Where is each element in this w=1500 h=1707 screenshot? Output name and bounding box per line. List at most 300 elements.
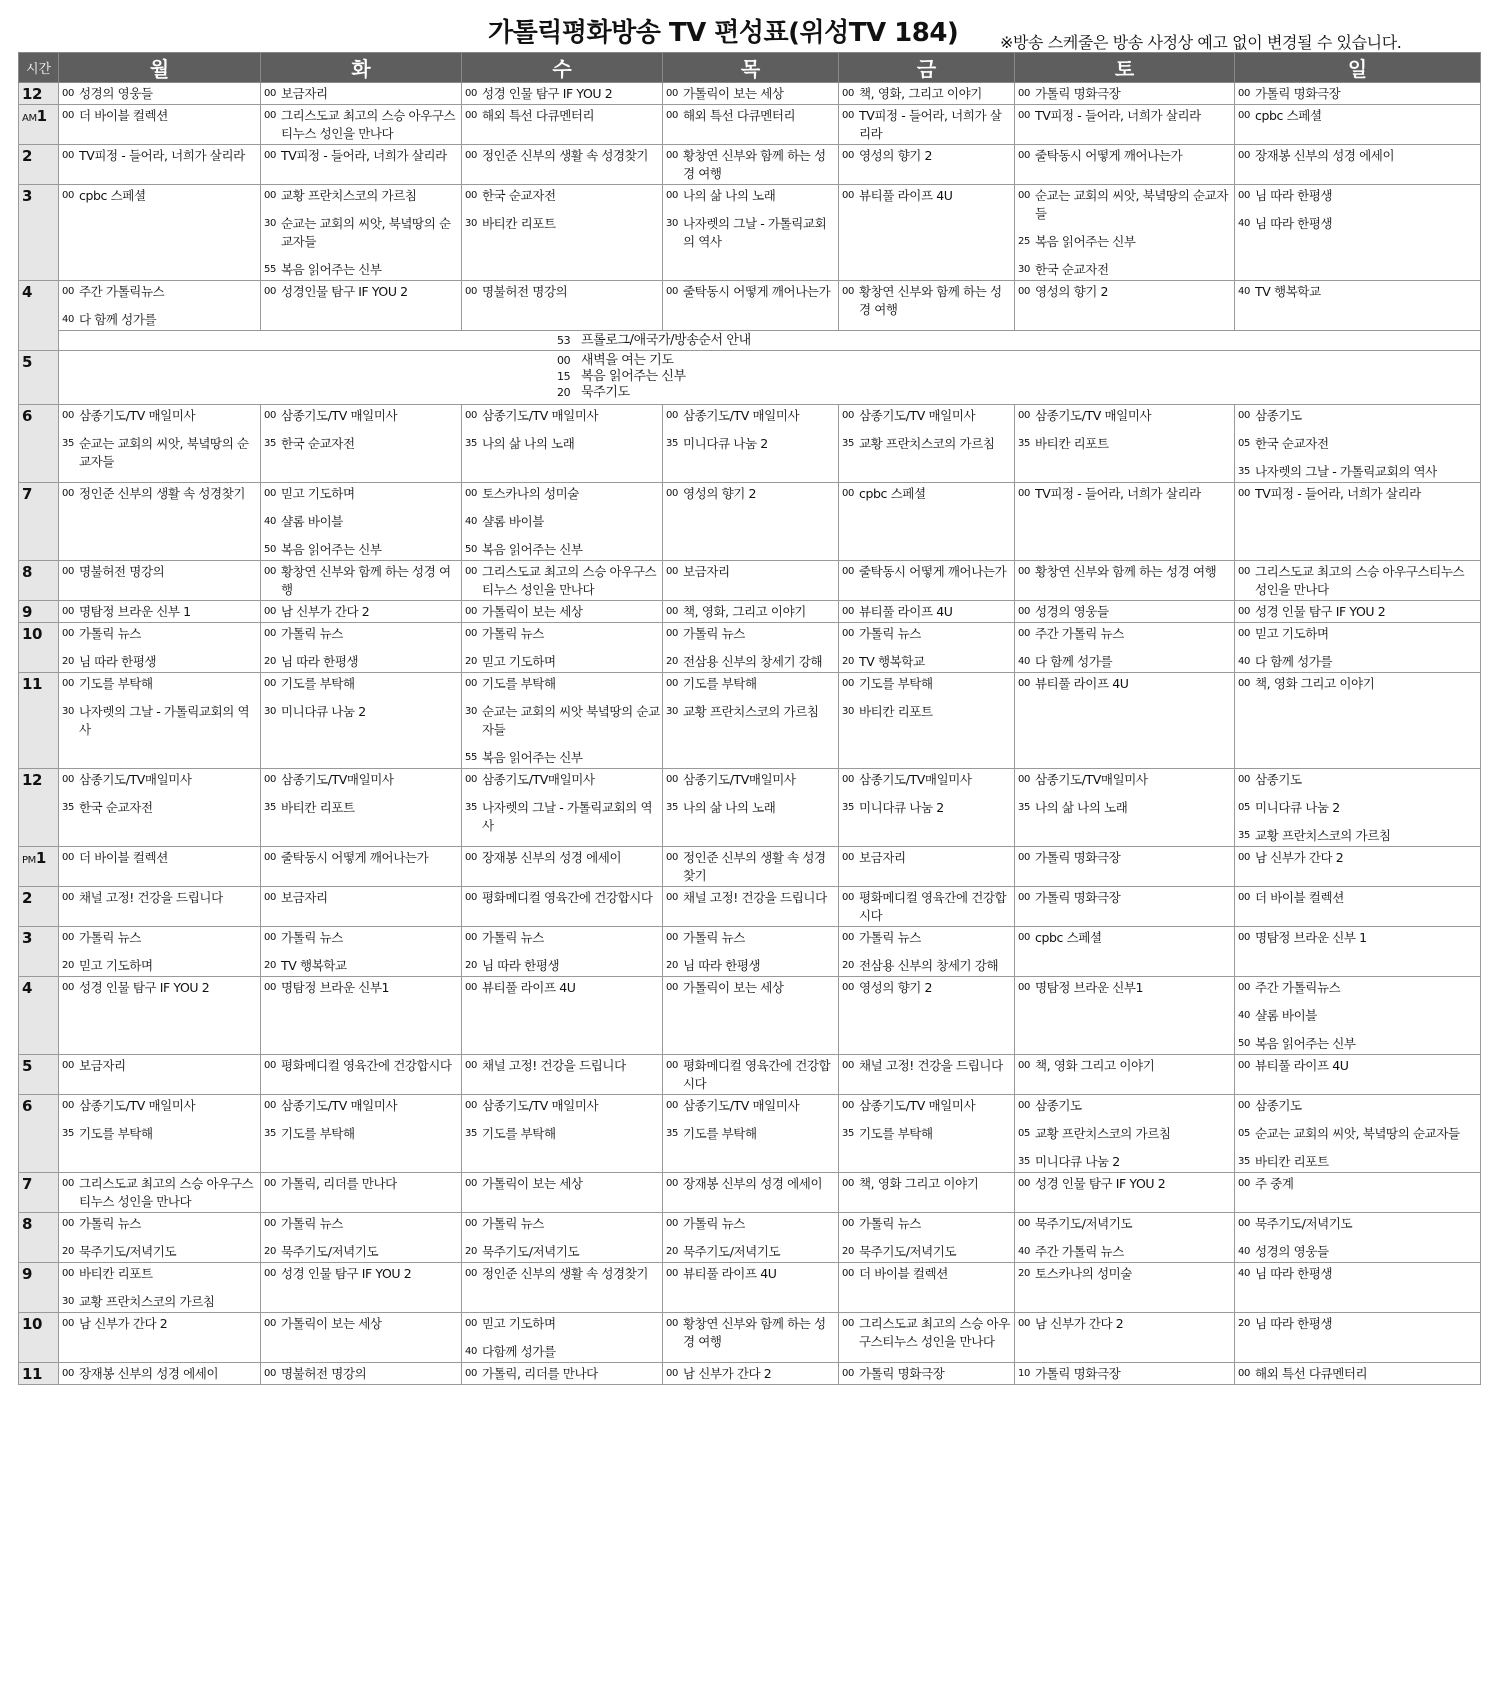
slot-minute: 00 xyxy=(842,932,854,943)
schedule-cell xyxy=(59,1055,261,1095)
program-slot xyxy=(264,1365,459,1383)
header-day-fri: 금 xyxy=(839,53,1015,83)
slot-minute: 35 xyxy=(1018,1156,1030,1167)
schedule-cell xyxy=(1015,1263,1235,1313)
schedule-cell xyxy=(261,769,462,847)
program-name: 더 바이블 컬렉션 xyxy=(1255,890,1344,905)
program-slot xyxy=(842,703,1012,721)
slot-minute: 35 xyxy=(1238,1156,1250,1167)
slot-minute: 00 xyxy=(62,892,74,903)
slot-minute: 40 xyxy=(1238,1246,1250,1257)
schedule-row xyxy=(19,145,1481,185)
slot-minute: 00 xyxy=(264,1368,276,1379)
program-name: 삼종기도 xyxy=(1255,1098,1302,1113)
schedule-row xyxy=(19,927,1481,977)
program-name: 삼종기도/TV 매일미사 xyxy=(683,1098,800,1113)
slot-minute: 00 xyxy=(1238,678,1250,689)
program-name: 미니다큐 나눔 2 xyxy=(281,704,366,719)
program-slot xyxy=(1238,1265,1478,1283)
schedule-cell xyxy=(839,105,1015,145)
slot-minute: 00 xyxy=(666,150,678,161)
slot-minute: 00 xyxy=(264,1100,276,1111)
hour-label: 2 xyxy=(22,147,33,165)
note-line xyxy=(557,369,777,385)
program-slot xyxy=(62,653,258,671)
schedule-cell xyxy=(839,83,1015,105)
program-name: 삼종기도/TV 매일미사 xyxy=(281,408,398,423)
program-slot xyxy=(62,85,258,103)
program-slot xyxy=(842,849,1012,867)
slot-minute: 00 xyxy=(842,566,854,577)
schedule-cell xyxy=(462,145,663,185)
program-name: 황창연 신부와 함께 하는 성경 여행 xyxy=(1035,564,1217,579)
program-slot xyxy=(666,485,836,503)
slot-minute: 30 xyxy=(62,706,74,717)
program-name: 장재봉 신부의 성경 에세이 xyxy=(79,1366,219,1381)
slot-minute: 30 xyxy=(842,706,854,717)
program-slot xyxy=(264,625,459,643)
program-slot xyxy=(465,675,660,693)
program-name: 가톨릭 명화극장 xyxy=(1035,1366,1121,1381)
program-name: 샬롬 바이블 xyxy=(482,514,544,529)
header-day-tue: 화 xyxy=(261,53,462,83)
schedule-cell xyxy=(462,1095,663,1173)
slot-minute: 00 xyxy=(842,678,854,689)
program-slot xyxy=(465,215,660,233)
program-slot xyxy=(1018,407,1232,425)
schedule-cell xyxy=(1015,105,1235,145)
slot-minute: 00 xyxy=(1238,932,1250,943)
schedule-cell xyxy=(59,847,261,887)
page-title: 가톨릭평화방송 TV 편성표(위성TV 184) xyxy=(488,18,959,48)
program-name: 나자렛의 그날 - 가톨릭교회의 역사 xyxy=(79,704,250,737)
schedule-cell xyxy=(1235,1213,1481,1263)
slot-minute: 00 xyxy=(1238,190,1250,201)
slot-minute: 00 xyxy=(264,1178,276,1189)
program-slot xyxy=(842,187,1012,205)
hour-cell xyxy=(19,769,59,847)
schedule-cell xyxy=(839,1363,1015,1385)
program-slot xyxy=(1238,485,1478,503)
slot-minute: 00 xyxy=(842,892,854,903)
slot-minute: 00 xyxy=(264,410,276,421)
program-slot xyxy=(264,703,459,721)
program-name: 삼종기도 xyxy=(1255,408,1302,423)
slot-minute: 00 xyxy=(842,410,854,421)
program-slot xyxy=(465,603,660,621)
program-name: TV 행복학교 xyxy=(859,654,925,669)
program-name: 황창연 신부와 함께 하는 성경 여행 xyxy=(281,564,451,597)
program-name: 가톨릭, 리더를 만나다 xyxy=(281,1176,397,1191)
schedule-cell xyxy=(261,1213,462,1263)
program-slot xyxy=(465,85,660,103)
slot-minute: 00 xyxy=(666,774,678,785)
hour-label: 3 xyxy=(22,187,33,205)
program-name: 님 따라 한평생 xyxy=(79,654,157,669)
program-name: 명불허전 명강의 xyxy=(79,564,165,579)
schedule-row xyxy=(19,623,1481,673)
program-slot xyxy=(264,771,459,789)
schedule-cell xyxy=(839,561,1015,601)
slot-minute: 40 xyxy=(465,516,477,527)
program-name: 복음 읽어주는 신부 xyxy=(281,262,382,277)
slot-minute: 25 xyxy=(1018,236,1030,247)
schedule-cell xyxy=(59,623,261,673)
slot-minute: 00 xyxy=(62,410,74,421)
slot-minute: 00 xyxy=(264,932,276,943)
schedule-cell xyxy=(462,673,663,769)
schedule-cell xyxy=(462,561,663,601)
program-name: 주간 가톨릭 뉴스 xyxy=(1035,1244,1124,1259)
slot-minute: 40 xyxy=(1018,656,1030,667)
header-day-wed: 수 xyxy=(462,53,663,83)
slot-minute: 40 xyxy=(1238,286,1250,297)
slot-minute: 40 xyxy=(465,1346,477,1357)
program-name: 순교는 교회의 씨앗, 북녘땅의 순교자들 xyxy=(1035,188,1228,221)
program-name: 황창연 신부와 함께 하는 성경 여행 xyxy=(859,284,1002,317)
slot-minute: 00 xyxy=(465,774,477,785)
schedule-cell xyxy=(462,1213,663,1263)
program-slot xyxy=(465,957,660,975)
slot-minute: 00 xyxy=(1238,150,1250,161)
program-slot xyxy=(264,485,459,503)
slot-minute: 00 xyxy=(264,892,276,903)
program-slot xyxy=(264,1175,459,1193)
program-name: 가톨릭 뉴스 xyxy=(859,930,921,945)
program-name: 삼종기도/TV 매일미사 xyxy=(683,408,800,423)
program-name: cpbc 스페셜 xyxy=(1255,108,1322,123)
slot-minute: 00 xyxy=(666,1368,678,1379)
slot-minute: 00 xyxy=(264,628,276,639)
program-name: 순교는 교회의 씨앗, 북녘땅의 순교자들 xyxy=(1255,1126,1460,1141)
merged-cell xyxy=(59,351,1481,405)
slot-minute: 00 xyxy=(842,1218,854,1229)
program-slot xyxy=(62,957,258,975)
schedule-cell xyxy=(1235,927,1481,977)
slot-minute: 00 xyxy=(62,628,74,639)
program-slot xyxy=(264,1265,459,1283)
hour-label: 10 xyxy=(22,1315,43,1333)
program-name: 가톨릭이 보는 세상 xyxy=(683,980,784,995)
schedule-cell xyxy=(663,1263,839,1313)
title-row xyxy=(0,0,1500,52)
program-slot xyxy=(1238,827,1478,845)
slot-minute: 00 xyxy=(465,892,477,903)
program-slot xyxy=(842,85,1012,103)
slot-minute: 00 xyxy=(465,1368,477,1379)
schedule-cell xyxy=(59,1095,261,1173)
program-name: 삼종기도/TV 매일미사 xyxy=(1035,408,1152,423)
schedule-cell xyxy=(839,927,1015,977)
program-slot xyxy=(1238,147,1478,165)
program-slot xyxy=(1238,1175,1478,1193)
schedule-row xyxy=(19,601,1481,623)
program-slot xyxy=(1238,283,1478,301)
program-slot xyxy=(264,107,459,143)
program-slot xyxy=(465,799,660,835)
program-slot xyxy=(842,407,1012,425)
schedule-cell xyxy=(59,281,261,331)
program-name: 영성의 향기 2 xyxy=(683,486,757,501)
program-name: 기도를 부탁해 xyxy=(482,676,556,691)
program-slot xyxy=(842,979,1012,997)
program-slot xyxy=(465,771,660,789)
program-slot xyxy=(842,771,1012,789)
program-name: 뷰티풀 라이프 4U xyxy=(1255,1058,1349,1073)
program-slot xyxy=(1238,435,1478,453)
slot-minute: 00 xyxy=(666,190,678,201)
schedule-cell xyxy=(261,977,462,1055)
program-slot xyxy=(465,107,660,125)
program-name: 다 함께 성가를 xyxy=(79,312,157,327)
program-name: 삼종기도/TV매일미사 xyxy=(281,772,394,787)
program-slot xyxy=(1018,1243,1232,1261)
program-slot xyxy=(1018,85,1232,103)
schedule-cell xyxy=(663,1363,839,1385)
header-row xyxy=(19,53,1481,83)
program-name: 황창연 신부와 함께 하는 성경 여행 xyxy=(683,1316,826,1349)
ampm-label: PM xyxy=(22,855,36,866)
hour-cell xyxy=(19,1313,59,1363)
schedule-cell xyxy=(839,673,1015,769)
program-slot xyxy=(465,703,660,739)
program-name: 복음 읽어주는 신부 xyxy=(581,369,686,384)
schedule-row xyxy=(19,105,1481,145)
program-slot xyxy=(1238,1365,1478,1383)
program-slot xyxy=(264,407,459,425)
program-name: 묵주기도/저녁기도 xyxy=(859,1244,957,1259)
slot-minute: 00 xyxy=(62,190,74,201)
slot-minute: 35 xyxy=(465,1128,477,1139)
slot-minute: 20 xyxy=(842,656,854,667)
program-slot xyxy=(264,147,459,165)
slot-minute: 00 xyxy=(1238,1100,1250,1111)
program-slot xyxy=(62,1097,258,1115)
program-slot xyxy=(666,187,836,205)
slot-minute: 00 xyxy=(1018,488,1030,499)
schedule-cell xyxy=(1235,561,1481,601)
schedule-cell xyxy=(462,847,663,887)
slot-minute: 05 xyxy=(1238,1128,1250,1139)
slot-minute: 00 xyxy=(465,566,477,577)
program-slot xyxy=(465,187,660,205)
hour-label: 4 xyxy=(22,283,33,301)
schedule-cell xyxy=(1015,887,1235,927)
slot-minute: 00 xyxy=(264,190,276,201)
hour-cell xyxy=(19,1363,59,1385)
program-name: 복음 읽어주는 신부 xyxy=(1255,1036,1356,1051)
program-name: 책, 영화 그리고 이야기 xyxy=(1255,676,1375,691)
program-name: 채널 고정! 건강을 드립니다 xyxy=(859,1058,1003,1073)
slot-minute: 35 xyxy=(1238,830,1250,841)
program-slot xyxy=(62,1265,258,1283)
schedule-cell xyxy=(59,977,261,1055)
hour-cell xyxy=(19,483,59,561)
program-name: 황창연 신부와 함께 하는 성경 여행 xyxy=(683,148,826,181)
program-slot xyxy=(62,187,258,205)
slot-minute: 35 xyxy=(264,1128,276,1139)
program-slot xyxy=(62,407,258,425)
program-name: 가톨릭 뉴스 xyxy=(482,1216,544,1231)
program-slot xyxy=(264,653,459,671)
slot-minute: 00 xyxy=(1238,1368,1250,1379)
slot-minute: 35 xyxy=(842,438,854,449)
schedule-cell xyxy=(1015,847,1235,887)
program-name: 해외 특선 다큐멘터리 xyxy=(683,108,796,123)
program-slot xyxy=(465,435,660,453)
slot-minute: 00 xyxy=(465,1268,477,1279)
schedule-cell xyxy=(1015,405,1235,483)
schedule-cell xyxy=(261,673,462,769)
program-name: 그리스도교 최고의 스승 아우구스티누스 성인을 만나다 xyxy=(281,108,456,141)
slot-minute: 00 xyxy=(264,1218,276,1229)
program-name: 삼종기도/TV매일미사 xyxy=(482,772,595,787)
hour-label: 3 xyxy=(22,929,33,947)
schedule-cell xyxy=(1015,623,1235,673)
slot-minute: 35 xyxy=(465,438,477,449)
program-name: 님 따라 한평생 xyxy=(1255,1316,1333,1331)
program-name: 삼종기도/TV매일미사 xyxy=(79,772,192,787)
slot-minute: 20 xyxy=(842,1246,854,1257)
program-name: 교황 프란치스코의 가르침 xyxy=(859,436,995,451)
program-name: 명불허전 명강의 xyxy=(482,284,568,299)
program-name: TV 행복학교 xyxy=(281,958,347,973)
program-slot xyxy=(666,653,836,671)
program-name: 삼종기도/TV매일미사 xyxy=(859,772,972,787)
program-name: 더 바이블 컬렉션 xyxy=(79,850,168,865)
program-slot xyxy=(264,283,459,301)
schedule-cell xyxy=(59,601,261,623)
program-slot xyxy=(465,1343,660,1361)
program-slot xyxy=(62,675,258,693)
program-name: TV피정 - 들어라, 너희가 살리라 xyxy=(281,148,447,163)
slot-minute: 15 xyxy=(557,370,571,383)
slot-minute: 00 xyxy=(264,110,276,121)
program-slot xyxy=(465,541,660,559)
slot-minute: 00 xyxy=(62,1178,74,1189)
schedule-cell xyxy=(462,927,663,977)
program-name: 전삼용 신부의 창세기 강해 xyxy=(683,654,823,669)
slot-minute: 00 xyxy=(264,1318,276,1329)
note-line xyxy=(557,353,777,369)
program-name: 바티칸 리포트 xyxy=(1255,1154,1329,1169)
program-slot xyxy=(465,1175,660,1193)
slot-minute: 00 xyxy=(666,1318,678,1329)
program-name: 가톨릭이 보는 세상 xyxy=(482,1176,583,1191)
slot-minute: 00 xyxy=(666,88,678,99)
program-name: 영성의 향기 2 xyxy=(859,980,933,995)
slot-minute: 00 xyxy=(62,932,74,943)
program-name: 채널 고정! 건강을 드립니다 xyxy=(79,890,223,905)
slot-minute: 00 xyxy=(62,1100,74,1111)
slot-minute: 30 xyxy=(264,706,276,717)
program-name: 보금자리 xyxy=(281,890,328,905)
slot-minute: 00 xyxy=(62,1368,74,1379)
schedule-cell xyxy=(1235,1263,1481,1313)
program-slot xyxy=(666,1315,836,1351)
program-name: 성경 인물 탐구 IF YOU 2 xyxy=(1255,604,1386,619)
slot-minute: 00 xyxy=(1238,982,1250,993)
schedule-cell xyxy=(1015,1173,1235,1213)
program-name: 성경의 영웅들 xyxy=(79,86,153,101)
slot-minute: 30 xyxy=(1018,264,1030,275)
program-slot xyxy=(666,147,836,183)
program-name: 삼종기도/TV 매일미사 xyxy=(859,408,976,423)
program-name: 복음 읽어주는 신부 xyxy=(482,750,583,765)
schedule-cell xyxy=(261,1095,462,1173)
hour-cell xyxy=(19,927,59,977)
slot-minute: 00 xyxy=(264,606,276,617)
schedule-cell xyxy=(261,281,462,331)
schedule-cell xyxy=(1015,601,1235,623)
program-name: 한국 순교자전 xyxy=(281,436,355,451)
hour-label: 9 xyxy=(22,603,33,621)
schedule-cell xyxy=(1235,105,1481,145)
program-slot xyxy=(465,1243,660,1261)
slot-minute: 00 xyxy=(1018,774,1030,785)
hour-cell xyxy=(19,105,59,145)
program-name: 삼종기도/TV매일미사 xyxy=(1035,772,1148,787)
program-name: 나의 삶 나의 노래 xyxy=(683,800,776,815)
slot-minute: 55 xyxy=(264,264,276,275)
program-slot xyxy=(842,653,1012,671)
program-name: 줄탁동시 어떻게 깨어나는가 xyxy=(281,850,429,865)
schedule-cell xyxy=(59,1363,261,1385)
slot-minute: 05 xyxy=(1238,802,1250,813)
schedule-row xyxy=(19,281,1481,331)
program-slot xyxy=(666,675,836,693)
slot-minute: 00 xyxy=(666,932,678,943)
slot-minute: 35 xyxy=(666,438,678,449)
hour-cell xyxy=(19,601,59,623)
slot-minute: 30 xyxy=(62,1296,74,1307)
slot-minute: 00 xyxy=(1018,606,1030,617)
slot-minute: 00 xyxy=(666,566,678,577)
program-slot xyxy=(62,107,258,125)
program-slot xyxy=(1018,889,1232,907)
schedule-row xyxy=(19,483,1481,561)
hour-cell xyxy=(19,83,59,105)
program-name: 삼종기도/TV 매일미사 xyxy=(859,1098,976,1113)
slot-minute: 35 xyxy=(842,1128,854,1139)
program-slot xyxy=(1018,187,1232,223)
program-name: 줄탁동시 어떻게 깨어나는가 xyxy=(683,284,831,299)
schedule-cell xyxy=(462,105,663,145)
program-slot xyxy=(62,703,258,739)
program-slot xyxy=(842,107,1012,143)
slot-minute: 00 xyxy=(842,190,854,201)
slot-minute: 00 xyxy=(1018,892,1030,903)
program-slot xyxy=(1018,799,1232,817)
program-slot xyxy=(465,1315,660,1333)
slot-minute: 00 xyxy=(1238,892,1250,903)
slot-minute: 00 xyxy=(666,678,678,689)
schedule-cell xyxy=(261,1313,462,1363)
program-name: 바티칸 리포트 xyxy=(482,216,556,231)
program-name: 나자렛의 그날 - 가톨릭교회의 역사 xyxy=(683,216,827,249)
schedule-row xyxy=(19,769,1481,847)
schedule-cell xyxy=(261,185,462,281)
program-slot xyxy=(1238,463,1478,481)
slot-minute: 05 xyxy=(1018,1128,1030,1139)
program-slot xyxy=(666,1125,836,1143)
program-name: 기도를 부탁해 xyxy=(859,1126,933,1141)
slot-minute: 00 xyxy=(465,932,477,943)
schedule-cell xyxy=(261,1173,462,1213)
slot-minute: 20 xyxy=(465,656,477,667)
slot-minute: 00 xyxy=(842,286,854,297)
schedule-cell xyxy=(462,977,663,1055)
